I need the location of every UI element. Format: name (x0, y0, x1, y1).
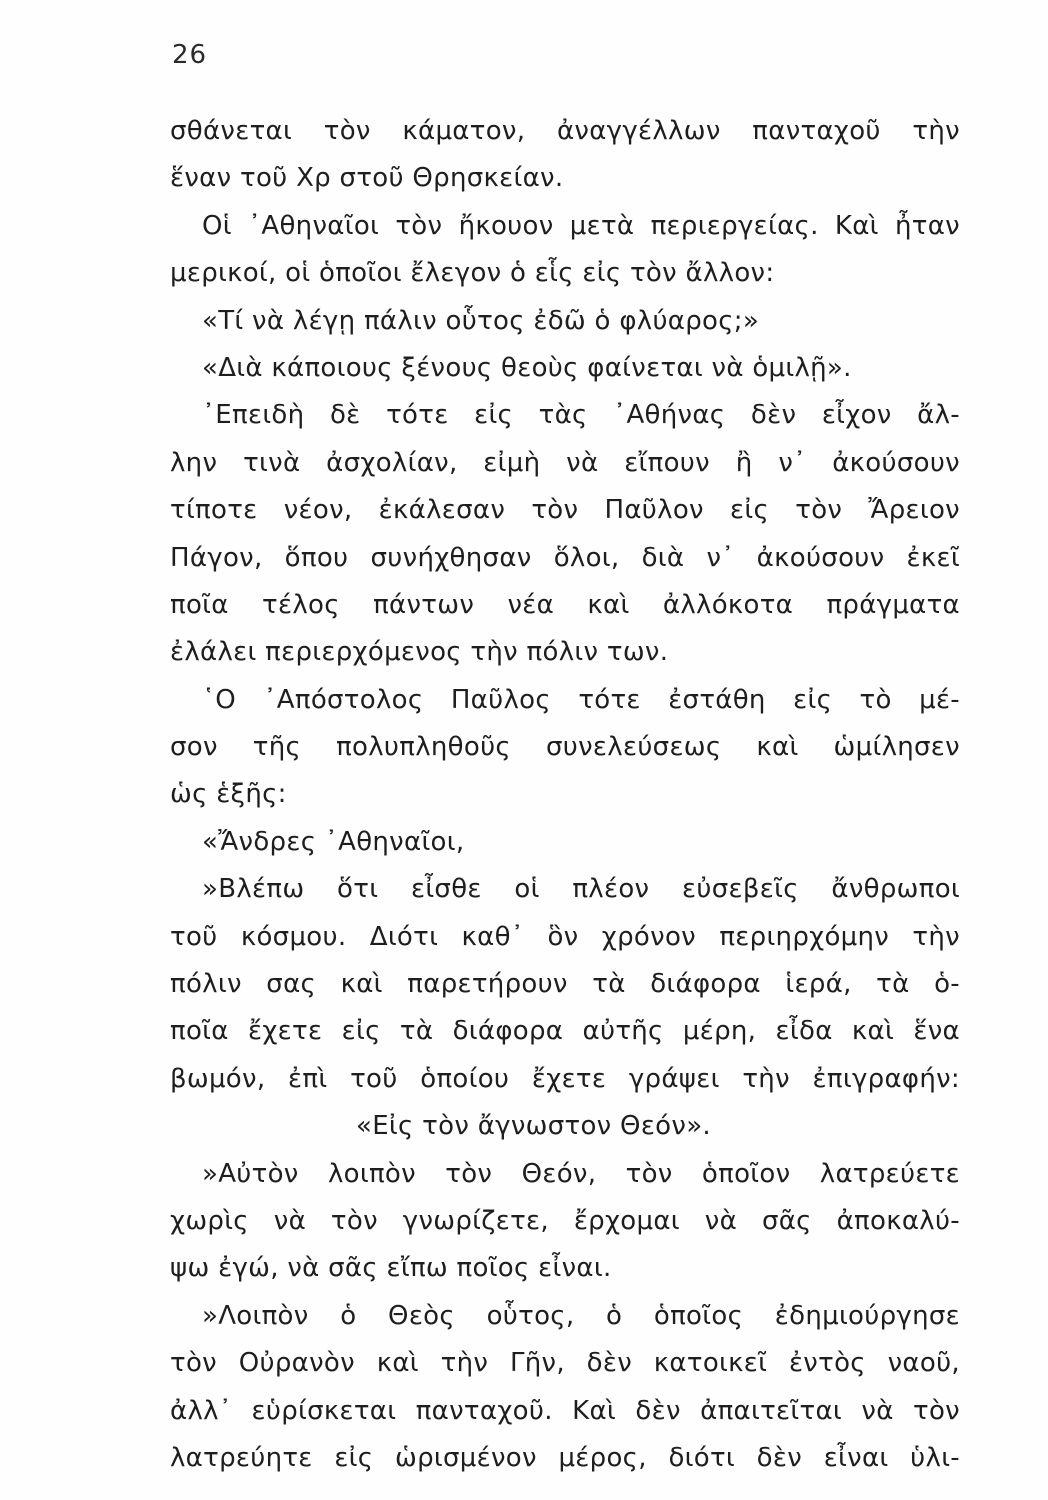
text-line: Οἱ ᾿Αθηναῖοι τὸν ἤκουον μετὰ περιεργείας. Καὶ ἦταν (202, 210, 960, 241)
text-line: λατρεύητε εἰς ὡρισμένον μέρος, διότι δὲν εἶναι ὑλι- (170, 1442, 960, 1473)
text-line: λην τινὰ ἀσχολίαν, εἰμὴ νὰ εἴπουν ἢ ν᾿ ἀκούσουν (170, 447, 960, 478)
text-line: ἀλλ᾿ εὑρίσκεται πανταχοῦ. Καὶ δὲν ἀπαιτεῖται νὰ τὸν (170, 1395, 960, 1426)
text-line: «Ἄνδρες ᾿Αθηναῖοι, (202, 826, 465, 857)
text-line: «Διὰ κάποιους ξένους θεοὺς φαίνεται νὰ ὁμιλῇ». (202, 352, 852, 383)
text-line: τὸν Οὐρανὸν καὶ τὴν Γῆν, δὲν κατοικεῖ ἐντὸς ναοῦ, (170, 1348, 960, 1379)
text-line: σθάνεται τὸν κάματον, ἀναγγέλλων πανταχοῦ τὴν (170, 116, 960, 146)
text-line: «Τί νὰ λέγῃ πάλιν οὗτος ἐδῶ ὁ φλύαρος;» (202, 305, 760, 336)
text-column (170, 108, 960, 1482)
text-line: ὡς ἑξῆς: (170, 779, 287, 810)
text-line: ἐλάλει περιερχόμενος τὴν πόλιν των. (170, 637, 669, 668)
text-line: ψω ἐγώ, νὰ σᾶς εἴπω ποῖος εἶναι. (170, 1253, 612, 1284)
text-line: »Λοιπὸν ὁ Θεὸς οὗτος, ὁ ὁποῖος ἐδημιούργησε (202, 1300, 960, 1331)
text-line: »Βλέπω ὅτι εἶσθε οἱ πλέον εὐσεβεῖς ἄνθρωποι (202, 874, 960, 905)
text-line: ποῖα ἔχετε εἰς τὰ διάφορα αὐτῆς μέρη, εἶδα καὶ ἕνα (170, 1016, 960, 1047)
text-line: ᾿Επειδὴ δὲ τότε εἰς τὰς ᾿Αθήνας δὲν εἶχον ἄλ- (202, 400, 960, 431)
text-line: Πάγον, ὅπου συνήχθησαν ὅλοι, διὰ ν᾿ ἀκούσουν ἐκεῖ (170, 542, 960, 573)
text-line: ποῖα τέλος πάντων νέα καὶ ἀλλόκοτα πράγματα (170, 589, 960, 620)
text-line: «Εἰς τὸν ἄγνωστον Θεόν». (356, 1111, 711, 1142)
text-line: πόλιν σας καὶ παρετήρουν τὰ διάφορα ἱερά, τὰ ὁ- (170, 969, 960, 1000)
text-line: βωμόν, ἐπὶ τοῦ ὁποίου ἔχετε γράψει τὴν ἐπιγραφήν: (170, 1063, 960, 1094)
text-line: τίποτε νέον, ἐκάλεσαν τὸν Παῦλον εἰς τὸν Ἄρειον (170, 495, 960, 526)
text-line: ἕναν τοῦ Χρ στοῦ Θρησκείαν. (170, 163, 564, 194)
text-line: χωρὶς νὰ τὸν γνωρίζετε, ἔρχομαι νὰ σᾶς ἀποκαλύ- (170, 1205, 960, 1236)
text-line: τοῦ κόσμου. Διότι καθ᾿ ὃν χρόνον περιηρχόμην τὴν (170, 921, 960, 952)
text-line: »Αὐτὸν λοιπὸν τὸν Θεόν, τὸν ὁποῖον λατρεύετε (202, 1158, 960, 1189)
page-number: 26 (172, 40, 208, 70)
text-line: μερικοί, οἱ ὁποῖοι ἔλεγον ὁ εἷς εἰς τὸν ἄλλον: (170, 258, 775, 289)
text-line: σον τῆς πολυπληθοῦς συνελεύσεως καὶ ὡμίλησεν (170, 732, 960, 763)
text-line: ῾Ο ᾿Απόστολος Παῦλος τότε ἐστάθη εἰς τὸ μέ- (202, 684, 960, 715)
